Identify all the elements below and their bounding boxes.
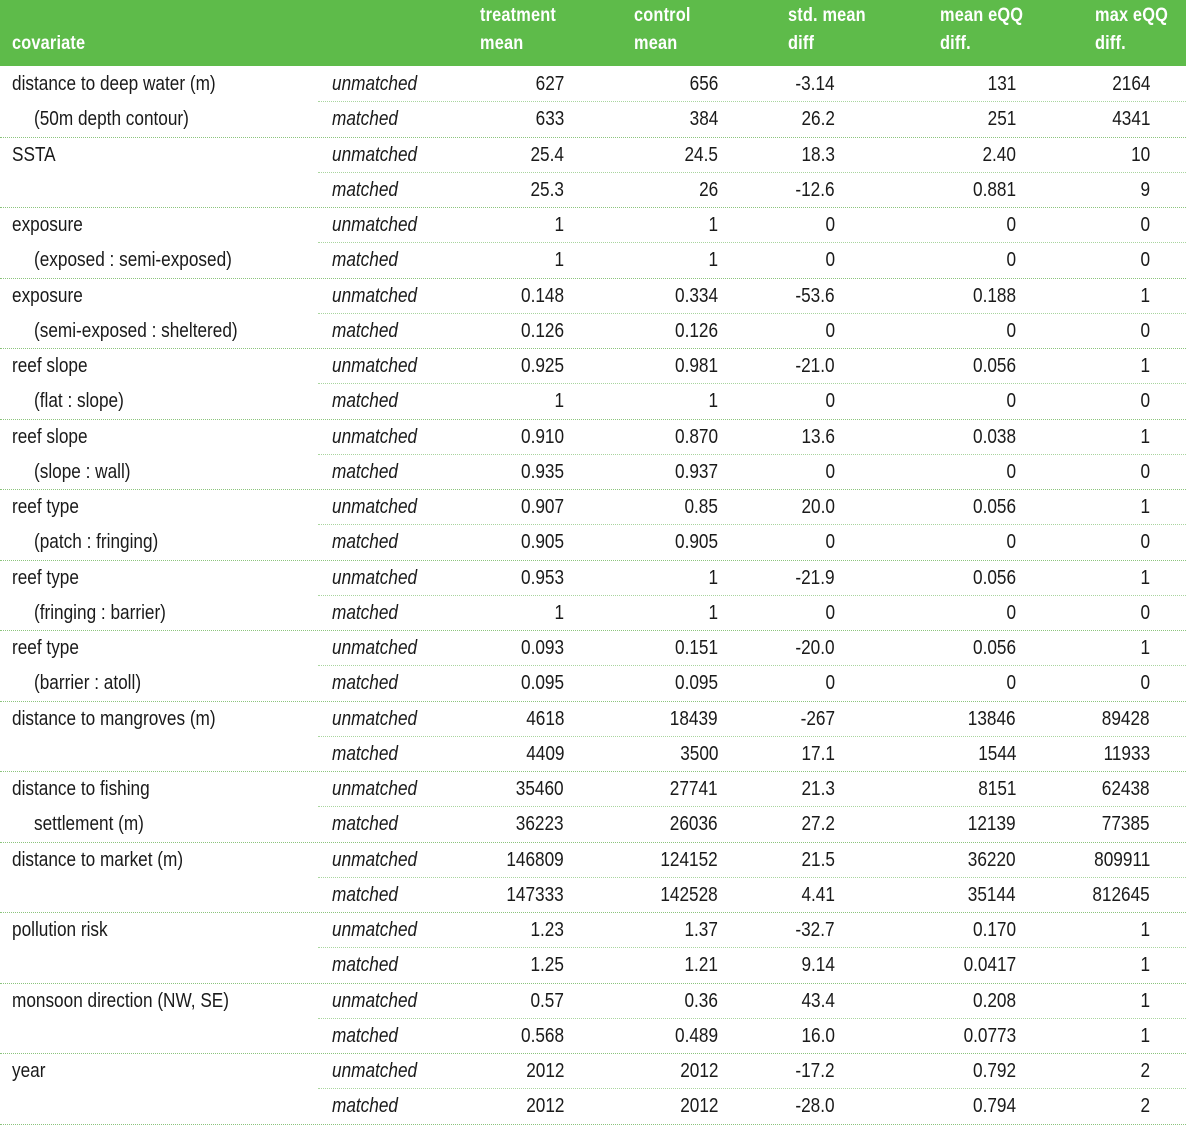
std-mean-diff-cell: 17.1 <box>801 742 835 765</box>
table-row <box>0 137 1186 172</box>
max-eqq-diff-cell: 1 <box>1140 954 1150 977</box>
treatment-mean-cell: 0.095 <box>520 672 564 695</box>
control-mean-cell: 1 <box>708 566 718 589</box>
max-eqq-diff-cell: 0 <box>1140 319 1150 342</box>
table-row <box>0 66 1186 101</box>
treatment-mean-cell: 0.935 <box>520 460 564 483</box>
match-status: unmatched <box>332 355 418 377</box>
mean-eqq-diff-cell: 0.792 <box>972 1060 1016 1082</box>
match-status: matched <box>332 390 398 413</box>
mean-eqq-diff-cell: 0.188 <box>972 284 1016 307</box>
match-status: matched <box>332 1095 398 1118</box>
mean-eqq-diff-cell: 0 <box>1006 531 1016 554</box>
control-mean-cell: 0.095 <box>674 672 718 695</box>
header-std-mean-diff: std. mean diff <box>788 5 866 54</box>
covariate-label: distance to market (m) <box>12 848 184 871</box>
std-mean-diff-cell: 9.14 <box>801 954 835 977</box>
std-mean-diff-cell: -28.0 <box>795 1095 835 1118</box>
max-eqq-diff-cell: 1 <box>1140 355 1150 377</box>
row-divider <box>0 1124 1186 1125</box>
covariate-label: monsoon direction (NW, SE) <box>12 989 230 1012</box>
std-mean-diff-cell: 18.3 <box>801 143 835 166</box>
mean-eqq-diff-cell: 0.056 <box>972 496 1016 518</box>
match-status: unmatched <box>332 214 418 236</box>
covariate-label: (50m depth contour) <box>34 108 189 131</box>
control-mean-cell: 0.85 <box>684 496 718 518</box>
treatment-mean-cell: 1 <box>554 249 564 272</box>
control-mean-cell: 656 <box>689 73 718 95</box>
match-status: matched <box>332 1024 398 1047</box>
mean-eqq-diff-cell: 12139 <box>968 813 1016 836</box>
table-row <box>0 1018 1186 1053</box>
table-row <box>0 454 1186 489</box>
max-eqq-diff-cell: 1 <box>1140 496 1150 518</box>
mean-eqq-diff-cell: 0.038 <box>972 425 1016 448</box>
mean-eqq-diff-cell: 0.881 <box>972 178 1016 201</box>
covariate-label: reef type <box>12 566 79 589</box>
control-mean-cell: 18439 <box>670 707 718 730</box>
match-status: matched <box>332 601 398 624</box>
max-eqq-diff-cell: 89428 <box>1102 707 1150 730</box>
match-status: unmatched <box>332 143 418 166</box>
control-mean-cell: 0.905 <box>674 531 718 554</box>
covariate-label: (flat : slope) <box>34 390 124 413</box>
treatment-mean-cell: 0.925 <box>520 355 564 377</box>
std-mean-diff-cell: 0 <box>825 601 835 624</box>
covariate-label: SSTA <box>12 143 56 166</box>
std-mean-diff-cell: 27.2 <box>801 813 835 836</box>
treatment-mean-cell: 0.910 <box>520 425 564 448</box>
match-status: unmatched <box>332 778 418 800</box>
covariate-label: (fringing : barrier) <box>34 601 166 624</box>
std-mean-diff-cell: -267 <box>800 707 835 730</box>
match-status: unmatched <box>332 919 418 941</box>
covariate-label: reef type <box>12 496 79 518</box>
max-eqq-diff-cell: 10 <box>1130 143 1150 166</box>
mean-eqq-diff-cell: 0.794 <box>972 1095 1016 1118</box>
control-mean-cell: 0.981 <box>674 355 718 377</box>
max-eqq-diff-cell: 2164 <box>1111 73 1150 95</box>
covariate-label: (semi-exposed : sheltered) <box>34 319 238 342</box>
table-row <box>0 313 1186 348</box>
table-row <box>0 278 1186 313</box>
std-mean-diff-cell: 0 <box>825 319 835 342</box>
covariate-label: reef slope <box>12 355 88 377</box>
mean-eqq-diff-cell: 35144 <box>968 883 1016 906</box>
control-mean-cell: 1.37 <box>684 919 718 941</box>
control-mean-cell: 142528 <box>660 883 718 906</box>
max-eqq-diff-cell: 4341 <box>1111 108 1150 131</box>
treatment-mean-cell: 1 <box>554 601 564 624</box>
header-max-eqq-diff: max eQQ diff. <box>1095 5 1168 54</box>
std-mean-diff-cell: 0 <box>825 531 835 554</box>
treatment-mean-cell: 146809 <box>506 848 564 871</box>
control-mean-cell: 0.870 <box>674 425 718 448</box>
control-mean-cell: 1 <box>708 249 718 272</box>
treatment-mean-cell: 627 <box>535 73 564 95</box>
max-eqq-diff-cell: 812645 <box>1092 883 1150 906</box>
match-status: matched <box>332 883 398 906</box>
covariate-label: reef slope <box>12 425 88 448</box>
covariate-label: exposure <box>12 284 83 307</box>
match-status: unmatched <box>332 848 418 871</box>
covariate-label: distance to mangroves (m) <box>12 707 216 730</box>
header-control-mean: control mean <box>634 5 691 54</box>
covariate-label: (barrier : atoll) <box>34 672 142 695</box>
control-mean-cell: 1 <box>708 601 718 624</box>
control-mean-cell: 2012 <box>679 1060 718 1082</box>
treatment-mean-cell: 147333 <box>506 883 564 906</box>
covariate-label: (exposed : semi-exposed) <box>34 249 232 272</box>
table-row <box>0 771 1186 806</box>
match-status: matched <box>332 460 398 483</box>
table-header <box>0 0 1186 66</box>
table-row <box>0 947 1186 982</box>
max-eqq-diff-cell: 1 <box>1140 284 1150 307</box>
mean-eqq-diff-cell: 13846 <box>968 707 1016 730</box>
match-status: unmatched <box>332 1060 418 1082</box>
match-status: matched <box>332 954 398 977</box>
std-mean-diff-cell: -3.14 <box>795 73 835 95</box>
mean-eqq-diff-cell: 0 <box>1006 460 1016 483</box>
covariate-label: distance to fishing <box>12 778 150 800</box>
std-mean-diff-cell: -32.7 <box>795 919 835 941</box>
max-eqq-diff-cell: 1 <box>1140 425 1150 448</box>
mean-eqq-diff-cell: 0 <box>1006 249 1016 272</box>
covariate-label: exposure <box>12 214 83 236</box>
table-row <box>0 242 1186 277</box>
match-status: matched <box>332 319 398 342</box>
std-mean-diff-cell: 0 <box>825 214 835 236</box>
treatment-mean-cell: 1 <box>554 214 564 236</box>
std-mean-diff-cell: -12.6 <box>795 178 835 201</box>
mean-eqq-diff-cell: 0.0773 <box>963 1024 1016 1047</box>
match-status: matched <box>332 108 398 131</box>
max-eqq-diff-cell: 2 <box>1140 1095 1150 1118</box>
treatment-mean-cell: 36223 <box>516 813 564 836</box>
treatment-mean-cell: 4618 <box>525 707 564 730</box>
control-mean-cell: 0.334 <box>674 284 718 307</box>
std-mean-diff-cell: 0 <box>825 390 835 413</box>
mean-eqq-diff-cell: 0 <box>1006 601 1016 624</box>
max-eqq-diff-cell: 809911 <box>1093 848 1150 871</box>
table-row <box>0 595 1186 630</box>
match-status: matched <box>332 742 398 765</box>
table-row <box>0 348 1186 383</box>
treatment-mean-cell: 25.3 <box>530 178 564 201</box>
control-mean-cell: 1.21 <box>684 954 718 977</box>
table-row <box>0 630 1186 665</box>
control-mean-cell: 2012 <box>679 1095 718 1118</box>
table-row <box>0 1053 1186 1088</box>
treatment-mean-cell: 2012 <box>525 1095 564 1118</box>
std-mean-diff-cell: 0 <box>825 249 835 272</box>
control-mean-cell: 1 <box>708 214 718 236</box>
control-mean-cell: 26 <box>698 178 718 201</box>
mean-eqq-diff-cell: 1544 <box>977 742 1016 765</box>
covariate-label: year <box>12 1060 46 1082</box>
mean-eqq-diff-cell: 0.056 <box>972 637 1016 659</box>
treatment-mean-cell: 1.23 <box>530 919 564 941</box>
match-status: matched <box>332 672 398 695</box>
match-status: unmatched <box>332 989 418 1012</box>
control-mean-cell: 1 <box>708 390 718 413</box>
mean-eqq-diff-cell: 0.170 <box>972 919 1016 941</box>
header-mean-eqq-diff: mean eQQ diff. <box>940 5 1024 54</box>
max-eqq-diff-cell: 1 <box>1140 989 1150 1012</box>
match-status: matched <box>332 813 398 836</box>
header-treatment-mean: treatment mean <box>480 5 557 54</box>
max-eqq-diff-cell: 11933 <box>1103 742 1150 765</box>
max-eqq-diff-cell: 0 <box>1140 214 1150 236</box>
match-status: matched <box>332 249 398 272</box>
mean-eqq-diff-cell: 0 <box>1006 390 1016 413</box>
mean-eqq-diff-cell: 131 <box>987 73 1016 95</box>
max-eqq-diff-cell: 1 <box>1140 1024 1150 1047</box>
treatment-mean-cell: 1 <box>554 390 564 413</box>
control-mean-cell: 0.489 <box>674 1024 718 1047</box>
control-mean-cell: 0.126 <box>674 319 718 342</box>
mean-eqq-diff-cell: 36220 <box>968 848 1016 871</box>
covariate-label: settlement (m) <box>34 813 144 836</box>
control-mean-cell: 0.937 <box>674 460 718 483</box>
covariate-label: pollution risk <box>12 919 108 941</box>
treatment-mean-cell: 0.093 <box>520 637 564 659</box>
match-status: unmatched <box>332 284 418 307</box>
table-row <box>0 912 1186 947</box>
max-eqq-diff-cell: 0 <box>1140 460 1150 483</box>
table-row <box>0 736 1186 771</box>
std-mean-diff-cell: -21.9 <box>795 566 835 589</box>
treatment-mean-cell: 1.25 <box>530 954 564 977</box>
table-row <box>0 172 1186 207</box>
control-mean-cell: 26036 <box>670 813 718 836</box>
max-eqq-diff-cell: 1 <box>1140 637 1150 659</box>
mean-eqq-diff-cell: 0 <box>1006 214 1016 236</box>
std-mean-diff-cell: 43.4 <box>801 989 835 1012</box>
mean-eqq-diff-cell: 0 <box>1006 672 1016 695</box>
control-mean-cell: 27741 <box>670 778 718 800</box>
mean-eqq-diff-cell: 0.0417 <box>963 954 1016 977</box>
covariate-label: distance to deep water (m) <box>12 73 216 95</box>
mean-eqq-diff-cell: 0 <box>1006 319 1016 342</box>
treatment-mean-cell: 0.905 <box>520 531 564 554</box>
table-row <box>0 101 1186 136</box>
std-mean-diff-cell: -21.0 <box>795 355 835 377</box>
treatment-mean-cell: 0.568 <box>520 1024 564 1047</box>
std-mean-diff-cell: 21.5 <box>801 848 835 871</box>
std-mean-diff-cell: -53.6 <box>795 284 835 307</box>
table-row <box>0 560 1186 595</box>
treatment-mean-cell: 4409 <box>525 742 564 765</box>
control-mean-cell: 0.36 <box>684 989 718 1012</box>
mean-eqq-diff-cell: 8151 <box>977 778 1016 800</box>
std-mean-diff-cell: 0 <box>825 460 835 483</box>
table-row <box>0 701 1186 736</box>
max-eqq-diff-cell: 62438 <box>1102 778 1150 800</box>
max-eqq-diff-cell: 0 <box>1140 672 1150 695</box>
match-status: unmatched <box>332 566 418 589</box>
header-covariate: covariate <box>12 33 86 54</box>
table-row <box>0 383 1186 418</box>
table-row <box>0 806 1186 841</box>
std-mean-diff-cell: 13.6 <box>801 425 835 448</box>
table-row <box>0 524 1186 559</box>
treatment-mean-cell: 0.907 <box>520 496 564 518</box>
control-mean-cell: 124152 <box>660 848 718 871</box>
max-eqq-diff-cell: 0 <box>1140 531 1150 554</box>
control-mean-cell: 3500 <box>679 742 718 765</box>
mean-eqq-diff-cell: 0.056 <box>972 355 1016 377</box>
mean-eqq-diff-cell: 251 <box>987 108 1016 131</box>
table-row <box>0 207 1186 242</box>
treatment-mean-cell: 2012 <box>525 1060 564 1082</box>
match-status: unmatched <box>332 637 418 659</box>
match-status: unmatched <box>332 707 418 730</box>
max-eqq-diff-cell: 0 <box>1140 249 1150 272</box>
table-row <box>0 489 1186 524</box>
mean-eqq-diff-cell: 0.208 <box>972 989 1016 1012</box>
treatment-mean-cell: 0.953 <box>520 566 564 589</box>
std-mean-diff-cell: 21.3 <box>801 778 835 800</box>
table-row <box>0 983 1186 1018</box>
table-row <box>0 419 1186 454</box>
covariate-label: reef type <box>12 637 79 659</box>
treatment-mean-cell: 35460 <box>516 778 564 800</box>
match-status: unmatched <box>332 496 418 518</box>
covariate-label: (slope : wall) <box>34 460 131 483</box>
treatment-mean-cell: 0.148 <box>520 284 564 307</box>
max-eqq-diff-cell: 77385 <box>1102 813 1150 836</box>
treatment-mean-cell: 0.126 <box>520 319 564 342</box>
max-eqq-diff-cell: 2 <box>1140 1060 1150 1082</box>
table-row <box>0 665 1186 700</box>
std-mean-diff-cell: -20.0 <box>795 637 835 659</box>
mean-eqq-diff-cell: 0.056 <box>972 566 1016 589</box>
match-status: unmatched <box>332 73 418 95</box>
match-status: unmatched <box>332 425 418 448</box>
treatment-mean-cell: 25.4 <box>530 143 564 166</box>
table-row <box>0 1088 1186 1123</box>
std-mean-diff-cell: 26.2 <box>801 108 835 131</box>
match-status: matched <box>332 178 398 201</box>
mean-eqq-diff-cell: 2.40 <box>982 143 1016 166</box>
control-mean-cell: 24.5 <box>684 143 718 166</box>
max-eqq-diff-cell: 1 <box>1140 566 1150 589</box>
control-mean-cell: 384 <box>689 108 718 131</box>
control-mean-cell: 0.151 <box>674 637 718 659</box>
std-mean-diff-cell: 16.0 <box>801 1024 835 1047</box>
std-mean-diff-cell: -17.2 <box>795 1060 835 1082</box>
max-eqq-diff-cell: 1 <box>1140 919 1150 941</box>
std-mean-diff-cell: 4.41 <box>801 883 835 906</box>
treatment-mean-cell: 0.57 <box>530 989 564 1012</box>
table-row <box>0 877 1186 912</box>
max-eqq-diff-cell: 0 <box>1140 601 1150 624</box>
std-mean-diff-cell: 20.0 <box>801 496 835 518</box>
match-status: matched <box>332 531 398 554</box>
table-row <box>0 842 1186 877</box>
std-mean-diff-cell: 0 <box>825 672 835 695</box>
covariate-label: (patch : fringing) <box>34 531 159 554</box>
max-eqq-diff-cell: 9 <box>1140 178 1150 201</box>
treatment-mean-cell: 633 <box>535 108 564 131</box>
max-eqq-diff-cell: 0 <box>1140 390 1150 413</box>
